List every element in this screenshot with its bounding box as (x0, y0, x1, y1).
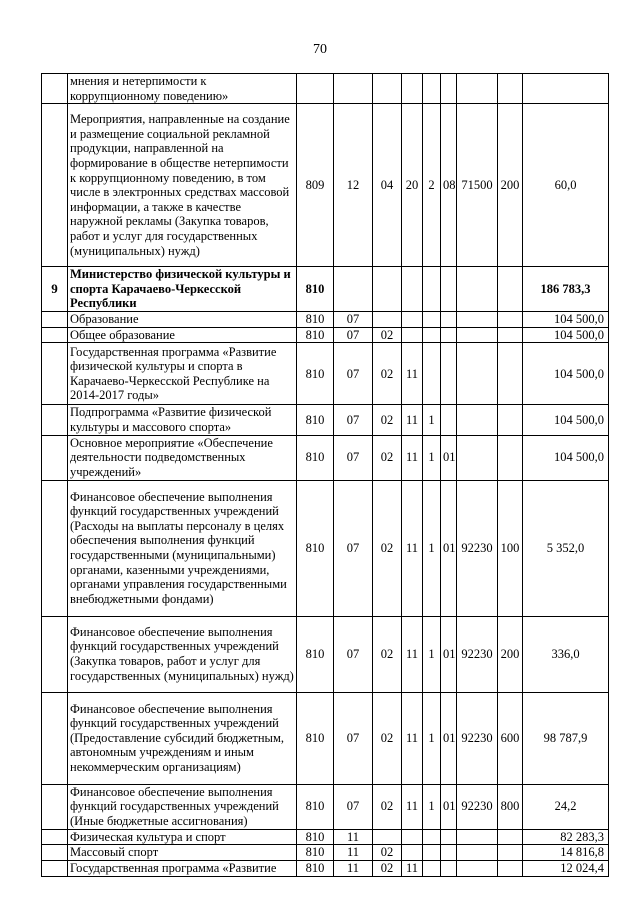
row-sum: 60,0 (523, 104, 609, 267)
row-subprogram-code: 1 (423, 784, 441, 829)
row-grbs-code: 810 (297, 267, 334, 312)
row-subsection-code: 02 (373, 405, 402, 435)
row-event-code (441, 74, 457, 104)
row-direction-code (457, 405, 498, 435)
row-grbs-code: 810 (297, 692, 334, 784)
row-section-code: 12 (334, 104, 373, 267)
row-sum: 5 352,0 (523, 480, 609, 616)
row-section-code: 11 (334, 845, 373, 861)
row-subprogram-code: 1 (423, 405, 441, 435)
row-direction-code (457, 860, 498, 876)
row-grbs-code: 810 (297, 405, 334, 435)
table-row (42, 845, 609, 861)
row-subsection-code: 02 (373, 784, 402, 829)
row-subprogram-code (423, 267, 441, 312)
row-expense-type-code (498, 829, 523, 845)
table-row (42, 616, 609, 692)
row-program-code (402, 829, 423, 845)
row-expense-type-code (498, 74, 523, 104)
row-expense-type-code: 800 (498, 784, 523, 829)
row-direction-code (457, 74, 498, 104)
row-grbs-code: 810 (297, 845, 334, 861)
row-program-code (402, 74, 423, 104)
row-name: Государственная программа «Развитие физической культуры и спорта в Карачаево-Черкесской Республике на 2014-2017 годы» (68, 343, 297, 405)
row-event-code: 01 (441, 616, 457, 692)
row-subsection-code: 02 (373, 692, 402, 784)
table-row (42, 327, 609, 343)
row-sum: 14 816,8 (523, 845, 609, 861)
row-number (42, 327, 68, 343)
row-number (42, 480, 68, 616)
row-name: Массовый спорт (68, 845, 297, 861)
row-event-code: 01 (441, 692, 457, 784)
row-name: Финансовое обеспечение выполнения функций государственных учреждений (Предоставление субсидий бюджетным, автономным учреждениям и иным некоммерческим организациям) (68, 692, 297, 784)
row-subsection-code (373, 74, 402, 104)
row-direction-code: 92230 (457, 616, 498, 692)
row-number (42, 845, 68, 861)
row-grbs-code: 810 (297, 327, 334, 343)
row-subsection-code: 04 (373, 104, 402, 267)
row-direction-code (457, 845, 498, 861)
row-direction-code (457, 312, 498, 328)
row-section-code: 07 (334, 616, 373, 692)
row-sum: 104 500,0 (523, 343, 609, 405)
table-row (42, 267, 609, 312)
row-subsection-code (373, 829, 402, 845)
row-sum: 98 787,9 (523, 692, 609, 784)
row-sum (523, 74, 609, 104)
row-section-code: 07 (334, 784, 373, 829)
row-expense-type-code: 200 (498, 104, 523, 267)
row-subsection-code: 02 (373, 343, 402, 405)
row-direction-code (457, 267, 498, 312)
row-sum: 104 500,0 (523, 312, 609, 328)
row-grbs-code: 809 (297, 104, 334, 267)
row-number (42, 829, 68, 845)
row-direction-code: 92230 (457, 480, 498, 616)
row-name: Министерство физической культуры и спорта Карачаево-Черкесской Республики (68, 267, 297, 312)
row-name: Государственная программа «Развитие (68, 860, 297, 876)
row-program-code: 11 (402, 343, 423, 405)
row-name: Финансовое обеспечение выполнения функций государственных учреждений (Иные бюджетные ассигнования) (68, 784, 297, 829)
row-number (42, 860, 68, 876)
row-event-code: 01 (441, 480, 457, 616)
table-row (42, 480, 609, 616)
row-sum: 82 283,3 (523, 829, 609, 845)
row-grbs-code: 810 (297, 829, 334, 845)
row-subprogram-code (423, 327, 441, 343)
row-event-code (441, 860, 457, 876)
row-number: 9 (42, 267, 68, 312)
row-direction-code: 92230 (457, 692, 498, 784)
table-row (42, 829, 609, 845)
row-expense-type-code (498, 845, 523, 861)
row-section-code: 07 (334, 692, 373, 784)
row-program-code: 20 (402, 104, 423, 267)
row-expense-type-code (498, 267, 523, 312)
row-program-code: 11 (402, 616, 423, 692)
row-section-code: 07 (334, 327, 373, 343)
row-direction-code: 71500 (457, 104, 498, 267)
row-subsection-code (373, 312, 402, 328)
row-section-code: 07 (334, 343, 373, 405)
row-event-code (441, 267, 457, 312)
row-section-code: 11 (334, 829, 373, 845)
row-event-code: 01 (441, 784, 457, 829)
row-grbs-code: 810 (297, 480, 334, 616)
row-grbs-code: 810 (297, 784, 334, 829)
row-sum: 104 500,0 (523, 327, 609, 343)
table-row (42, 435, 609, 480)
row-section-code: 07 (334, 312, 373, 328)
row-subprogram-code (423, 829, 441, 845)
row-name: Финансовое обеспечение выполнения функций государственных учреждений (Расходы на выплаты персоналу в целях обеспечения выполнения функций государственными (муниципальными) органами, казенными учреждениями, органами управления государственными внебюджетными фондами) (68, 480, 297, 616)
table-row (42, 860, 609, 876)
row-grbs-code (297, 74, 334, 104)
row-sum: 336,0 (523, 616, 609, 692)
row-grbs-code: 810 (297, 860, 334, 876)
row-subprogram-code: 1 (423, 480, 441, 616)
budget-table-body (42, 74, 609, 877)
row-program-code (402, 845, 423, 861)
page-number: 70 (313, 42, 327, 57)
row-direction-code (457, 829, 498, 845)
budget-table (41, 73, 609, 877)
row-subprogram-code: 1 (423, 692, 441, 784)
row-name: Подпрограмма «Развитие физической культуры и массового спорта» (68, 405, 297, 435)
row-number (42, 692, 68, 784)
row-name: Финансовое обеспечение выполнения функций государственных учреждений (Закупка товаров, работ и услуг для государственных (муниципальных) нужд) (68, 616, 297, 692)
row-sum: 12 024,4 (523, 860, 609, 876)
row-program-code: 11 (402, 480, 423, 616)
row-program-code: 11 (402, 692, 423, 784)
row-direction-code (457, 327, 498, 343)
row-event-code (441, 845, 457, 861)
row-number (42, 616, 68, 692)
row-subprogram-code (423, 343, 441, 405)
row-grbs-code: 810 (297, 343, 334, 405)
row-name: Основное мероприятие «Обеспечение деятельности подведомственных учреждений» (68, 435, 297, 480)
row-event-code (441, 343, 457, 405)
row-direction-code (457, 343, 498, 405)
row-sum: 104 500,0 (523, 405, 609, 435)
row-subsection-code: 02 (373, 435, 402, 480)
row-subprogram-code (423, 845, 441, 861)
row-section-code: 07 (334, 435, 373, 480)
row-subsection-code: 02 (373, 616, 402, 692)
row-expense-type-code (498, 860, 523, 876)
row-direction-code: 92230 (457, 784, 498, 829)
row-section-code: 07 (334, 405, 373, 435)
table-row (42, 343, 609, 405)
table-row (42, 692, 609, 784)
row-event-code (441, 405, 457, 435)
table-row (42, 74, 609, 104)
row-name: Образование (68, 312, 297, 328)
row-expense-type-code: 600 (498, 692, 523, 784)
row-grbs-code: 810 (297, 616, 334, 692)
row-subsection-code: 02 (373, 327, 402, 343)
row-expense-type-code (498, 435, 523, 480)
row-event-code (441, 829, 457, 845)
table-row (42, 104, 609, 267)
row-expense-type-code (498, 312, 523, 328)
row-section-code: 07 (334, 480, 373, 616)
row-number (42, 784, 68, 829)
row-name: Общее образование (68, 327, 297, 343)
row-subprogram-code (423, 312, 441, 328)
table-row (42, 312, 609, 328)
row-expense-type-code: 200 (498, 616, 523, 692)
row-number (42, 435, 68, 480)
row-expense-type-code (498, 343, 523, 405)
row-sum: 186 783,3 (523, 267, 609, 312)
row-subprogram-code: 1 (423, 435, 441, 480)
row-sum: 24,2 (523, 784, 609, 829)
row-program-code: 11 (402, 435, 423, 480)
row-event-code: 08 (441, 104, 457, 267)
row-subsection-code (373, 267, 402, 312)
row-number (42, 74, 68, 104)
row-sum: 104 500,0 (523, 435, 609, 480)
row-event-code: 01 (441, 435, 457, 480)
row-name: Физическая культура и спорт (68, 829, 297, 845)
row-grbs-code: 810 (297, 312, 334, 328)
row-expense-type-code (498, 327, 523, 343)
row-section-code: 11 (334, 860, 373, 876)
row-expense-type-code: 100 (498, 480, 523, 616)
row-subprogram-code (423, 74, 441, 104)
row-number (42, 312, 68, 328)
row-program-code (402, 267, 423, 312)
row-program-code (402, 327, 423, 343)
row-number (42, 104, 68, 267)
row-program-code: 11 (402, 405, 423, 435)
row-section-code (334, 74, 373, 104)
row-event-code (441, 327, 457, 343)
row-number (42, 343, 68, 405)
row-number (42, 405, 68, 435)
row-subprogram-code: 2 (423, 104, 441, 267)
row-program-code: 11 (402, 860, 423, 876)
row-section-code (334, 267, 373, 312)
row-subprogram-code: 1 (423, 616, 441, 692)
table-row (42, 784, 609, 829)
row-name: Мероприятия, направленные на создание и размещение социальной рекламной продукции, направленной на формирование в обществе нетерпимости к коррупционному поведению, в том числе в электронных средствах массовой информации, а также в качестве наружной рекламы (Закупка товаров, работ и услуг для государственных (муниципальных) нужд) (68, 104, 297, 267)
row-name: мнения и нетерпимости к коррупционному поведению» (68, 74, 297, 104)
row-grbs-code: 810 (297, 435, 334, 480)
row-subsection-code: 02 (373, 860, 402, 876)
row-subprogram-code (423, 860, 441, 876)
row-expense-type-code (498, 405, 523, 435)
row-program-code (402, 312, 423, 328)
row-program-code: 11 (402, 784, 423, 829)
row-subsection-code: 02 (373, 845, 402, 861)
row-subsection-code: 02 (373, 480, 402, 616)
row-direction-code (457, 435, 498, 480)
row-event-code (441, 312, 457, 328)
table-row (42, 405, 609, 435)
